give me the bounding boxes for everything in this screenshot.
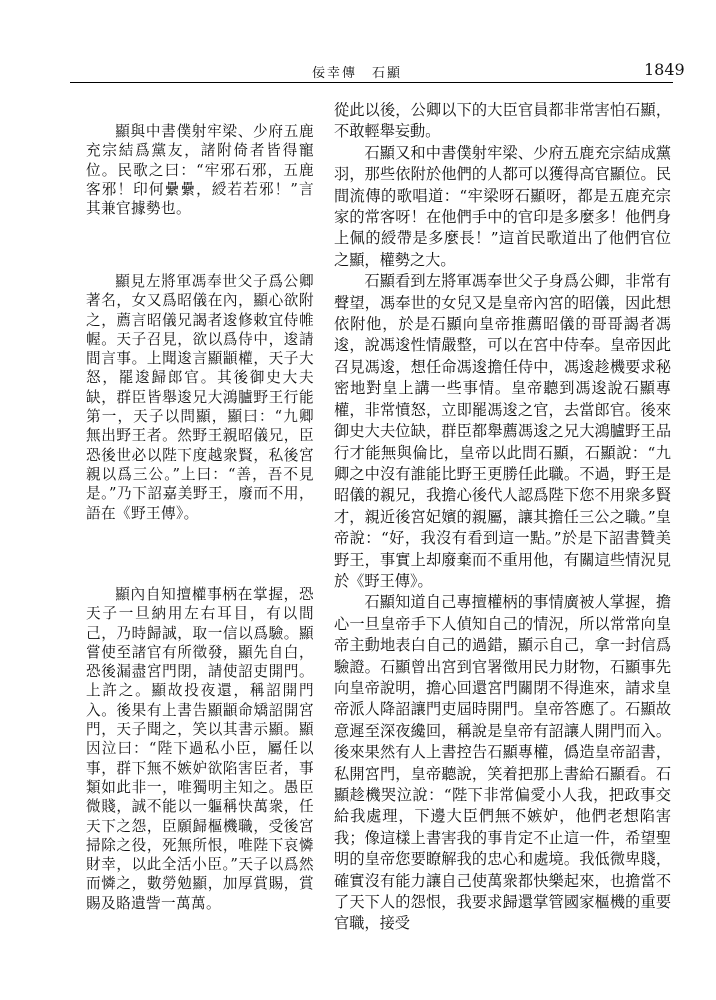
page-header [0,0,716,90]
translation-text: 石顯又和中書僕射牢梁、少府五鹿充宗結成黨羽，那些依附於他們的人都可以獲得高官顯位。民間流傳的歌唱道：“牢梁呀石顯呀，都是五鹿充宗家的常客呀！在他們手中的官印是多麼多！他們身上佩的綬帶是多麼長！”這首民歌道出了他們官位之顯，權勢之大。 [334,143,671,269]
translation-column [334,100,671,935]
header-rule [70,82,673,83]
classical-paragraph-1 [86,122,314,218]
classical-paragraph-3 [86,585,314,913]
running-title: 佞幸傳 石顯 [312,66,403,81]
classical-text: 顯與中書僕射牢梁、少府五鹿充宗結爲黨友，諸附倚者皆得寵位。民歌之曰：“牢邪石邪，五鹿客邪！印何纍纍，綬若若邪！”言其兼官據勢也。 [86,123,314,218]
classical-text: 顯內自知擅權事柄在掌握，恐天子一旦納用左右耳目，有以間己，乃時歸誠，取一信以爲驗。顯嘗使至諸官有所徵發，顯先自白，恐後漏盡宮門閉，請使詔吏開門。上許之。顯故投夜還，稱詔開門入。後果有上書告顯顓命矯詔開宮門，天子聞之，笑以其書示顯。顯因泣曰：“陛下過私小臣，屬任以事，群下無不嫉妒欲陷害臣者，事類如此非一，唯獨明主知之。愚臣微賤，誠不能以一軀稱快萬衆，任天下之怨，臣願歸樞機職，受後宮掃除之役，死無所恨，唯陛下哀憐財幸，以此全活小臣。”天子以爲然而憐之，數勞勉顯，加厚賞賜，賞賜及賂遺訾一萬萬。 [86,586,314,912]
page-number: 1849 [644,60,685,79]
translation-text: 石顯知道自己專擅權柄的事情廣被人掌握，擔心一旦皇帝手下人偵知自己的情況，所以常常向皇帝主動地表白自己的過錯，顯示自己，拿一封信爲驗證。石顯曾出宮到官署徵用民力財物，石顯事先向皇帝說明，擔心回還宮門關閉不得進來，請求皇帝派人降詔讓門吏屆時開門。皇帝答應了。石顯故意遲至深夜纔回，稱說是皇帝有詔讓人開門而入。後來果然有人上書控告石顯專權，僞造皇帝詔書，私開宮門，皇帝聽說，笑着把那上書給石顯看。石顯趁機哭泣說：“陛下非常偏愛小人我，把政事交給我處理，下邊大臣們無不嫉妒，他們老想陷害我；像這樣上書害我的事肯定不止這一件，希望聖明的皇帝您要瞭解我的忠心和處境。我低微卑賤，確實沒有能力讓自己使萬衆都快樂起來，也擔當不了天下人的怨恨，我要求歸還掌管國家樞機的重要官職，接受 [334,593,671,933]
translation-text: 石顯看到左將軍馮奉世父子身爲公卿，非常有聲望，馮奉世的女兒又是皇帝內宮的昭儀，因此想依附他，於是石顯向皇帝推薦昭儀的哥哥謁者馮逡，說馮逡性情嚴整，可以在宮中侍奉。皇帝因此召見馮逡，想任命馮逡擔任侍中，馮逡趁機要求秘密地對皇上講一些事情。皇帝聽到馮逡說石顯專權，非常憤怒，立即罷馮逡之官，去當郎官。後來御史大夫位缺，群臣都舉薦馮逡之兄大鴻臚野王品行才能無與倫比，皇帝以此問石顯，石顯說：“九卿之中沒有誰能比野王更勝任此職。不過，野王是昭儀的親兄，我擔心後代人認爲陛下您不用衆多賢才，親近後宮妃嬪的親屬，讓其擔任三公之職。”皇帝說：“好，我沒有看到這一點。”於是下詔書贊美野王，事實上却廢棄而不重用他，有關這些情況見於《野王傳》。 [334,272,671,590]
translation-text: 從此以後，公卿以下的大臣官員都非常害怕石顯，不敢輕舉妄動。 [334,101,671,141]
classical-text: 顯見左將軍馮奉世父子爲公卿著名，女又爲昭儀在內，顯心欲附之，薦言昭儀兄謁者逡修敕宜侍帷幄。天子召見，欲以爲侍中，逡請間言事。上聞逡言顯顓權，天子大怒，罷逡歸郎官。其後御史大夫缺，群臣皆舉逡兄大鴻臚野王行能第一，天子以問顯，顯曰：“九卿無出野王者。然野王親昭儀兄，臣恐後世必以陛下度越衆賢，私後宮親以爲三公。”上曰：“善，吾不見是。”乃下詔嘉美野王，廢而不用，語在《野王傳》。 [86,273,314,522]
classical-paragraph-2 [86,272,314,523]
